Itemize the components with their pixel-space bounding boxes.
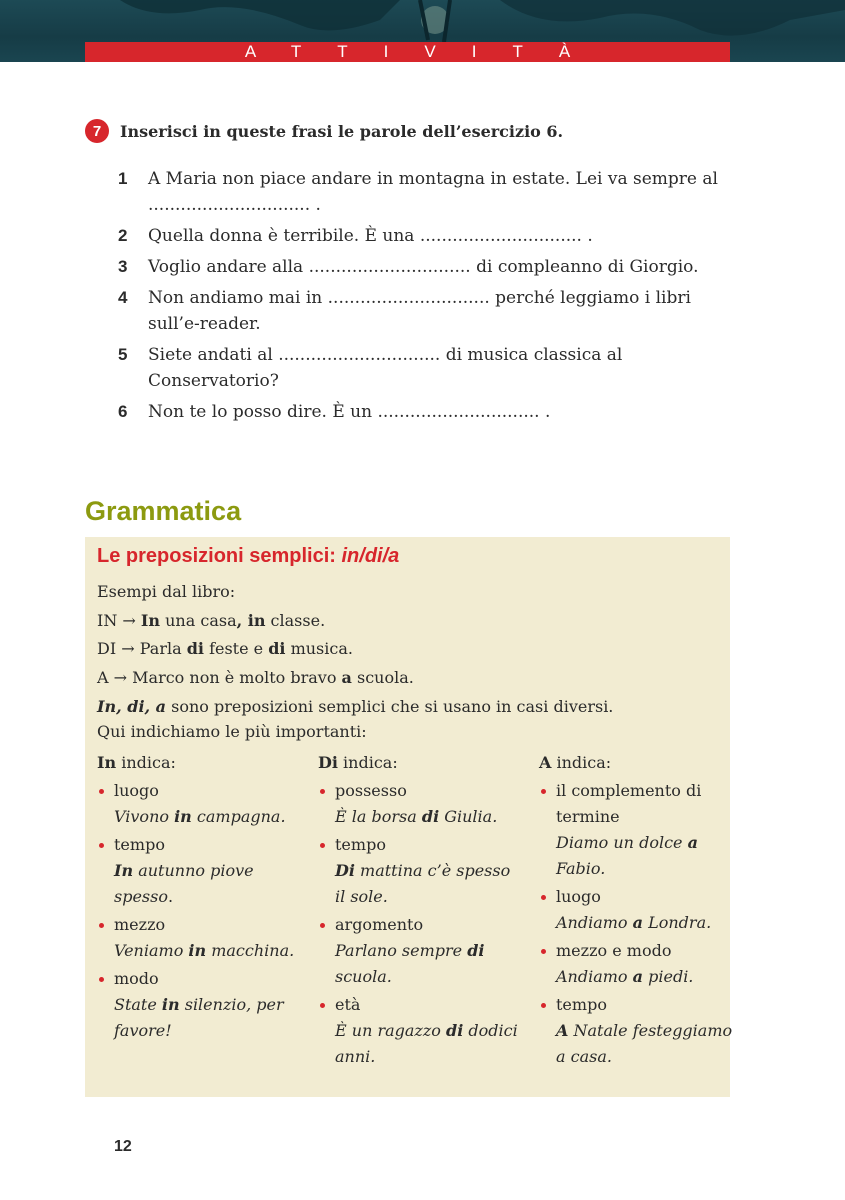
usage-example [556,964,739,990]
usage-item [97,912,297,964]
text-fragment: Diamo un dolce [556,833,688,852]
preposition-highlight: a [341,667,352,687]
text-fragment: musica. [285,639,353,658]
heading-text: indica: [337,753,398,772]
item-text: Quella donna è terribile. È una .............................. . [148,226,593,246]
exercise-item [118,223,718,249]
text-fragment: Giulia. [439,807,498,826]
usage-label: tempo [114,835,165,854]
text-fragment: Andiamo [556,913,633,932]
exercise-item [118,342,718,394]
usage-example [556,830,739,882]
item-number: 6 [118,402,128,421]
usage-label: luogo [556,887,601,906]
item-number: 1 [118,169,128,188]
page-number: 12 [114,1138,132,1155]
usage-label: tempo [335,835,386,854]
text-fragment: macchina. [206,941,295,960]
usage-item [539,884,739,936]
exercise-instruction: Inserisci in queste frasi le parole dell’esercizio 6. [120,121,564,141]
item-number: 3 [118,257,128,276]
preposition-highlight: In [114,861,134,880]
example-line [97,635,414,664]
exercise-item [118,166,718,218]
examples-label: Esempi dal libro: [97,582,236,601]
example-line [97,664,414,693]
preposition-highlight: di [268,639,286,658]
exercise-list [118,166,718,430]
column-in [97,750,297,1046]
text-fragment: dodici anni. [335,1021,518,1066]
usage-label: luogo [114,781,159,800]
item-text: Siete andati al .............................. di musica classica al Conservatorio? [148,345,623,391]
preposition-highlight: in [174,807,192,826]
grammar-intro [97,694,717,744]
intro-prepositions: In, di, a [97,697,167,716]
usage-example [335,858,518,910]
intro-line-2: Qui indichiamo le più importanti: [97,722,367,741]
column-di [318,750,518,1072]
usage-example [335,804,518,830]
text-fragment: È la borsa [335,807,422,826]
text-fragment: silenzio, per favore! [114,995,284,1040]
grammar-box-title [97,545,399,568]
text-fragment: Londra. [643,913,712,932]
text-fragment: Vivono [114,807,175,826]
usage-item [97,966,297,1044]
grammar-title: Grammatica [85,496,242,526]
preposition-highlight: in [161,995,180,1014]
item-number: 5 [118,345,128,364]
text-fragment: una casa [160,610,237,630]
text-fragment: piedi. [643,967,694,986]
column-heading [539,750,739,776]
intro-line-1: sono preposizioni semplici che si usano in casi diversi. [166,697,614,716]
preposition-highlight: di [446,1021,464,1040]
usage-label: il complemento di termine [556,781,702,826]
text-fragment: classe. [265,610,326,630]
item-text: Non andiamo mai in .............................. perché leggiamo i libri sull’e-reader. [148,288,691,334]
usage-example [114,858,297,910]
usage-example [556,910,739,936]
preposition-highlight: Di [335,861,355,880]
text-fragment: feste e [203,639,269,658]
exercise-header [85,119,563,143]
text-fragment: Natale festeggiamo a casa. [556,1021,733,1066]
section-label: ATTIVITÀ [244,42,607,61]
text-fragment: scuola. [351,667,414,687]
usage-item [97,832,297,910]
text-fragment: Parlano sempre [335,941,468,960]
example-line [97,607,414,636]
text-fragment: autunno piove spesso [114,861,254,906]
usage-example [335,938,518,990]
preposition-highlight: a [687,833,698,852]
usage-example [114,938,297,964]
usage-label: età [335,995,361,1014]
box-title-prepositions: in/di/a [341,545,400,567]
grammar-box [85,537,733,1097]
usage-label: mezzo [114,915,166,934]
preposition-highlight: , in [236,610,266,630]
text-fragment: State [114,995,162,1014]
preposition-highlight: a [632,913,644,932]
text-fragment: Marco non è molto bravo [132,667,342,687]
usage-example [114,804,297,830]
usage-example [556,1018,739,1070]
preposition-highlight: in [188,941,207,960]
heading-preposition: In [97,753,117,772]
exercise-item [118,399,718,425]
item-number: 4 [118,288,128,307]
column-heading [318,750,518,776]
column-heading [97,750,297,776]
preposition-highlight: di [186,639,204,658]
text-fragment: Andiamo [556,967,633,986]
text-fragment: Fabio. [556,859,606,878]
text-fragment: mattina c’è spesso il sole. [335,861,511,906]
usage-label: possesso [335,781,407,800]
exercise-item [118,254,718,280]
text-fragment: Veniamo [114,941,189,960]
usage-item [539,778,739,882]
item-text: A Maria non piace andare in montagna in estate. Lei va sempre al .............................. . [148,169,718,215]
usage-label: modo [114,969,159,988]
usage-item [539,992,739,1070]
text-fragment: È un ragazzo [335,1021,447,1040]
example-preposition: IN → [97,610,141,630]
item-text: Non te lo posso dire. È un .............................. . [148,402,551,422]
text-fragment: Parla [139,639,187,658]
usage-item [318,832,518,910]
preposition-highlight: di [421,807,440,826]
usage-label: mezzo e modo [556,941,672,960]
heading-text: indica: [116,753,176,772]
activity-section-bar [85,42,730,62]
book-examples [97,578,414,692]
example-preposition: DI → [97,639,140,658]
heading-preposition: Di [318,753,338,772]
exercise-number-badge: 7 [85,119,109,143]
usage-item [318,992,518,1070]
text-fragment: scuola. [335,967,392,986]
exercise-item [118,285,718,337]
usage-example [114,992,297,1044]
item-number: 2 [118,226,128,245]
preposition-highlight: In [140,610,161,630]
usage-label: tempo [556,995,607,1014]
usage-item [318,912,518,990]
preposition-highlight: di [467,941,485,960]
heading-preposition: A [539,753,552,772]
header-banner [0,0,845,62]
preposition-highlight: a [632,967,644,986]
column-a [539,750,739,1072]
text-fragment: campagna. [191,807,286,826]
item-text: Voglio andare alla .............................. di compleanno di Giorgio. [148,257,699,277]
box-title-prefix: Le preposizioni semplici: [97,545,342,567]
usage-example [335,1018,518,1070]
usage-label: argomento [335,915,424,934]
usage-item [97,778,297,830]
usage-item [539,938,739,990]
text-fragment: . [167,887,174,906]
example-preposition: A → [97,667,133,687]
preposition-highlight: A [556,1021,569,1040]
usage-item [318,778,518,830]
heading-text: indica: [551,753,612,772]
